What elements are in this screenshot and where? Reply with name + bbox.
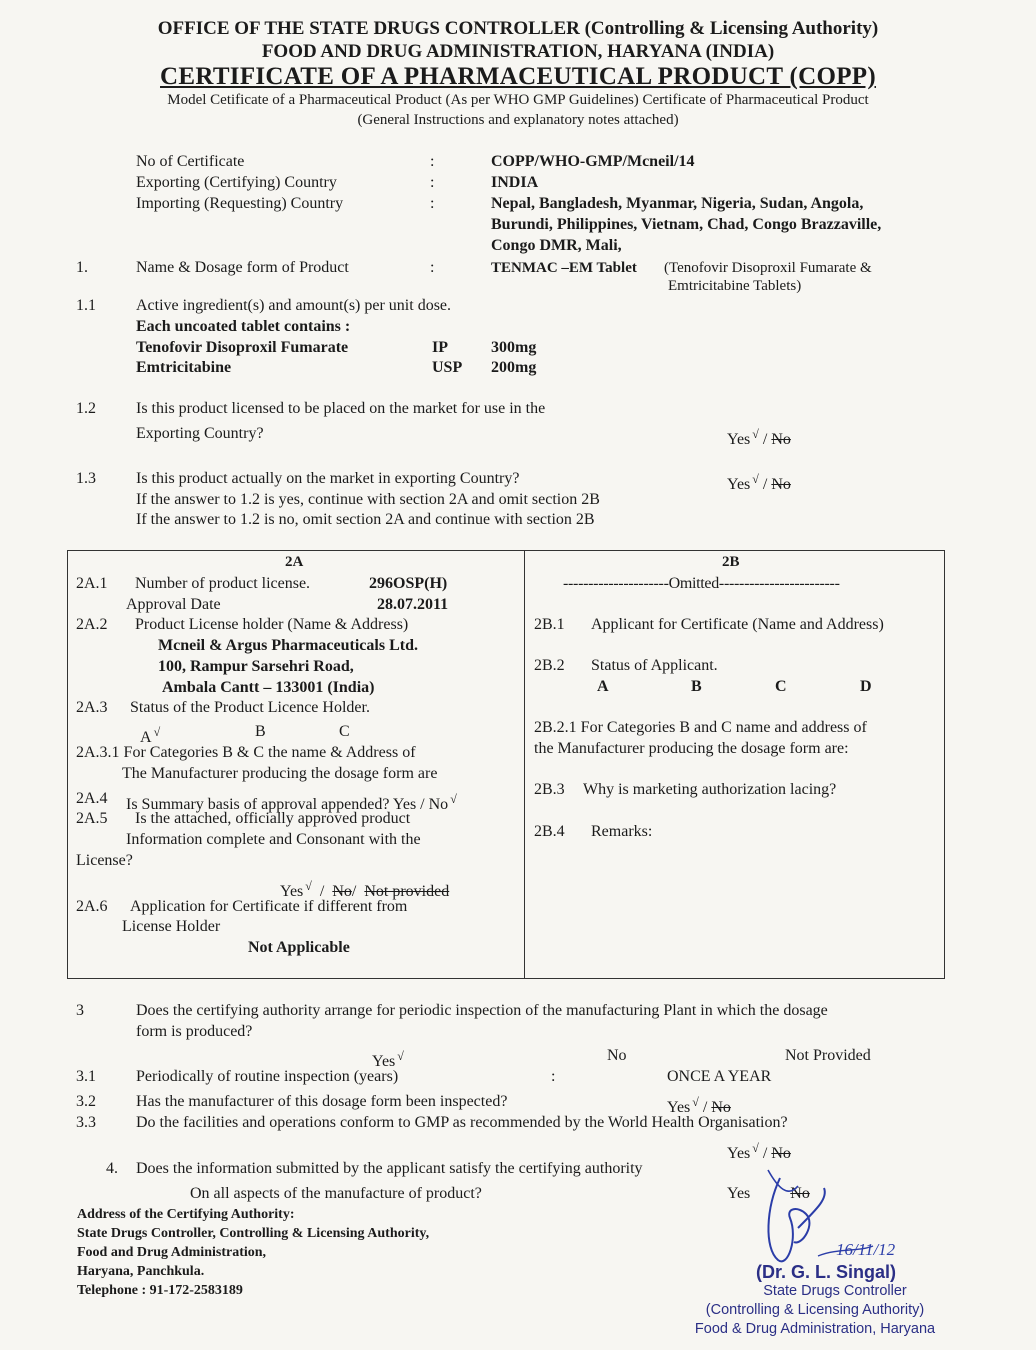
exporting-country-value: INDIA <box>491 174 539 191</box>
colon: : <box>551 1068 556 1085</box>
section-2a-5-number: 2A.5 <box>76 810 108 827</box>
section-1-3-number: 1.3 <box>76 470 96 487</box>
separator: / <box>762 431 768 448</box>
applicant-different-line1: Application for Certificate if different from <box>130 898 408 915</box>
signatory-title-1: State Drugs Controller <box>763 1283 907 1299</box>
licensed-question-line2: Exporting Country? <box>136 425 264 442</box>
applicant-category-a: A <box>597 678 609 695</box>
remarks-label: Remarks: <box>591 823 653 840</box>
applicant-different-value: Not Applicable <box>248 939 350 956</box>
subtitle-line1: Model Cetificate of a Pharmaceutical Product (As per WHO GMP Guidelines) Certificate of Pharmaceutical Product <box>167 92 869 108</box>
cert-number-label: No of Certificate <box>136 153 245 170</box>
satisfaction-question-line2: On all aspects of the manufacture of product? <box>190 1185 482 1202</box>
yes-option: Yes <box>727 1145 751 1162</box>
yes-option: Yes <box>280 883 304 900</box>
applicant-label: Applicant for Certificate (Name and Address) <box>591 616 884 633</box>
tick-mark: √ <box>153 725 161 739</box>
no-option-struck: No <box>771 1145 791 1162</box>
no-option-struck: No <box>790 1185 810 1202</box>
market-answer <box>727 469 791 495</box>
address-line-2: Food and Drug Administration, <box>77 1245 267 1260</box>
section-3-number: 3 <box>76 1002 84 1019</box>
tick-mark: √ <box>752 427 759 441</box>
product-description-2: Emtricitabine Tablets) <box>668 278 802 294</box>
colon: : <box>430 153 435 170</box>
license-holder-address-2: Ambala Cantt – 133001 (India) <box>162 679 375 696</box>
approved-info-line1: Is the attached, officially approved product <box>135 810 411 827</box>
tick-mark: √ <box>692 1095 699 1109</box>
product-name-label: Name & Dosage form of Product <box>136 259 349 276</box>
licensed-answer <box>727 424 791 450</box>
applicant-status-label: Status of Applicant. <box>591 657 718 674</box>
separator: / <box>762 1145 768 1162</box>
license-holder-label: Product License holder (Name & Address) <box>135 616 409 633</box>
address-line-1: State Drugs Controller, Controlling & Licensing Authority, <box>77 1226 430 1241</box>
active-ingredients-label: Active ingredient(s) and amount(s) per unit dose. <box>136 297 452 314</box>
approval-date-value: 28.07.2011 <box>377 596 449 613</box>
applicant-category-b: B <box>691 678 702 695</box>
section-2a-2-number: 2A.2 <box>76 616 108 633</box>
section-2a-heading: 2A <box>285 554 304 570</box>
section-2b-4-number: 2B.4 <box>534 823 565 840</box>
applicant-category-c: C <box>775 678 787 695</box>
tick-mark: √ <box>305 879 312 893</box>
table-column-divider <box>524 550 525 979</box>
agency-heading: FOOD AND DRUG ADMINISTRATION, HARYANA (INDIA) <box>261 41 775 62</box>
inspection-question-line1: Does the certifying authority arrange for periodic inspection of the manufacturing Plant in which the dosage <box>136 1002 828 1019</box>
section-2a-1-number: 2A.1 <box>76 575 108 592</box>
no-option-struck: No <box>711 1099 731 1116</box>
no-option: No <box>428 796 449 813</box>
cert-number-value: COPP/WHO-GMP/Mcneil/14 <box>491 153 695 170</box>
section-2b-heading: 2B <box>722 554 740 570</box>
separator: / <box>319 883 325 900</box>
tick-mark: √ <box>752 1141 759 1155</box>
importing-country-value-3: Congo DMR, Mali, <box>491 237 622 254</box>
colon: : <box>430 259 435 276</box>
office-heading: OFFICE OF THE STATE DRUGS CONTROLLER (Controlling & Licensing Authority) <box>157 18 879 39</box>
applicant-different-line2: License Holder <box>122 918 221 935</box>
yes-option: Yes <box>727 431 751 448</box>
manufacturer-inspected-question: Has the manufacturer of this dosage form been inspected? <box>136 1093 508 1110</box>
section-2b-2-number: 2B.2 <box>534 657 565 674</box>
section-3-3-number: 3.3 <box>76 1114 96 1131</box>
colon: : <box>430 174 435 191</box>
ingredient-2-name: Emtricitabine <box>136 359 232 376</box>
inspection-question-line2: form is produced? <box>136 1023 253 1040</box>
section-2b-2-1-line1: 2B.2.1 For Categories B and C name and address of <box>534 719 867 736</box>
licensed-question-line1: Is this product licensed to be placed on the market for use in the <box>136 400 546 417</box>
importing-country-value-2: Burundi, Philippines, Vietnam, Chad, Congo Brazzaville, <box>491 216 882 233</box>
section-1-2-number: 1.2 <box>76 400 96 417</box>
ingredient-2-amount: 200mg <box>491 359 537 376</box>
importing-country-label: Importing (Requesting) Country <box>136 195 344 212</box>
market-instruction-1: If the answer to 1.2 is yes, continue with section 2A and omit section 2B <box>136 491 600 508</box>
not-provided-option-struck: Not provided <box>364 883 450 900</box>
gmp-conformance-question: Do the facilities and operations conform to GMP as recommended by the World Health Organisation? <box>136 1114 788 1131</box>
section-2a-3-1-line2: The Manufacturer producing the dosage form are <box>122 765 438 782</box>
product-description-1: (Tenofovir Disoproxil Fumarate & <box>664 260 872 276</box>
approved-info-line2: Information complete and Consonant with the <box>126 831 421 848</box>
section-2a-4-number: 2A.4 <box>76 790 108 807</box>
license-holder-name: Mcneil & Argus Pharmaceuticals Ltd. <box>158 637 418 654</box>
no-option-struck: No <box>771 431 791 448</box>
signature-date: 16/11/12 <box>836 1240 896 1259</box>
inspection-period-value: ONCE A YEAR <box>667 1068 772 1085</box>
separator: / <box>351 883 357 900</box>
tick-mark: √ <box>450 792 457 806</box>
no-option-struck: No <box>332 883 352 900</box>
section-2b-omitted: ---------------------Omitted------------------------ <box>563 575 840 592</box>
yes-option: Yes <box>372 1053 396 1070</box>
inspection-period-label: Periodically of routine inspection (years) <box>136 1068 399 1085</box>
holder-category-c: C <box>339 723 350 740</box>
colon: : <box>430 195 435 212</box>
section-2b-2-1-line2: the Manufacturer producing the dosage form are: <box>534 740 849 757</box>
approved-info-line3: License? <box>76 852 133 869</box>
address-heading: Address of the Certifying Authority: <box>77 1207 295 1222</box>
yes-option: Yes <box>727 476 751 493</box>
gmp-conformance-answer <box>727 1138 791 1164</box>
section-1-1-number: 1.1 <box>76 297 96 314</box>
yes-option: Yes <box>727 1185 751 1202</box>
telephone: Telephone : 91-172-2583189 <box>77 1283 243 1298</box>
product-name-value: TENMAC –EM Tablet <box>491 260 637 276</box>
signatory-name: (Dr. G. L. Singal) <box>755 1262 896 1282</box>
section-2a-6-number: 2A.6 <box>76 898 108 915</box>
satisfaction-question-line1: Does the information submitted by the applicant satisfy the certifying authority <box>136 1160 643 1177</box>
yes-option: Yes <box>667 1099 691 1116</box>
ingredient-2-standard: USP <box>432 359 463 376</box>
subtitle-line2: (General Instructions and explanatory notes attached) <box>357 112 679 128</box>
category-a: A <box>140 729 152 746</box>
approval-date-label: Approval Date <box>126 596 221 613</box>
exporting-country-label: Exporting (Certifying) Country <box>136 174 337 191</box>
section-2b-1-number: 2B.1 <box>534 616 565 633</box>
section-3-1-number: 3.1 <box>76 1068 96 1085</box>
license-holder-address-1: 100, Rampur Sarsehri Road, <box>158 658 354 675</box>
document-title: CERTIFICATE OF A PHARMACEUTICAL PRODUCT (COPP) <box>160 63 876 90</box>
section-3-2-number: 3.2 <box>76 1093 96 1110</box>
summary-basis-label: Is Summary basis of approval appended? Yes / <box>126 796 425 813</box>
market-instruction-2: If the answer to 1.2 is no, omit section 2A and continue with section 2B <box>136 511 595 528</box>
marketing-authorization-question: Why is marketing authorization lacing? <box>583 781 837 798</box>
section-2b-3-number: 2B.3 <box>534 781 565 798</box>
ingredient-1-standard: IP <box>432 339 448 356</box>
market-question: Is this product actually on the market in exporting Country? <box>136 470 520 487</box>
tick-mark: √ <box>752 472 759 486</box>
no-option-struck: No <box>771 476 791 493</box>
inspection-not-provided: Not Provided <box>785 1047 871 1064</box>
signatory-title-2: (Controlling & Licensing Authority) <box>705 1302 925 1318</box>
inspection-no: No <box>607 1047 627 1064</box>
separator: / <box>702 1099 708 1116</box>
section-2a-3-number: 2A.3 <box>76 699 108 716</box>
tick-mark: √ <box>397 1049 404 1063</box>
holder-category-b: B <box>255 723 266 740</box>
holder-status-label: Status of the Product Licence Holder. <box>130 699 370 716</box>
section-2a-3-1-line1: 2A.3.1 For Categories B & C the name & Address of <box>76 744 416 761</box>
applicant-category-d: D <box>860 678 872 695</box>
ingredient-1-amount: 300mg <box>491 339 537 356</box>
tablet-contains-heading: Each uncoated tablet contains : <box>136 318 351 335</box>
address-line-3: Haryana, Panchkula. <box>77 1264 205 1279</box>
section-4-number: 4. <box>106 1160 118 1177</box>
importing-country-value-1: Nepal, Bangladesh, Myanmar, Nigeria, Sudan, Angola, <box>491 195 864 212</box>
signatory-title-3: Food & Drug Administration, Haryana <box>694 1321 936 1337</box>
license-number-value: 296OSP(H) <box>369 575 448 592</box>
separator: / <box>762 476 768 493</box>
ingredient-1-name: Tenofovir Disoproxil Fumarate <box>136 339 349 356</box>
section-1-number: 1. <box>76 259 88 276</box>
license-number-label: Number of product license. <box>135 575 311 592</box>
